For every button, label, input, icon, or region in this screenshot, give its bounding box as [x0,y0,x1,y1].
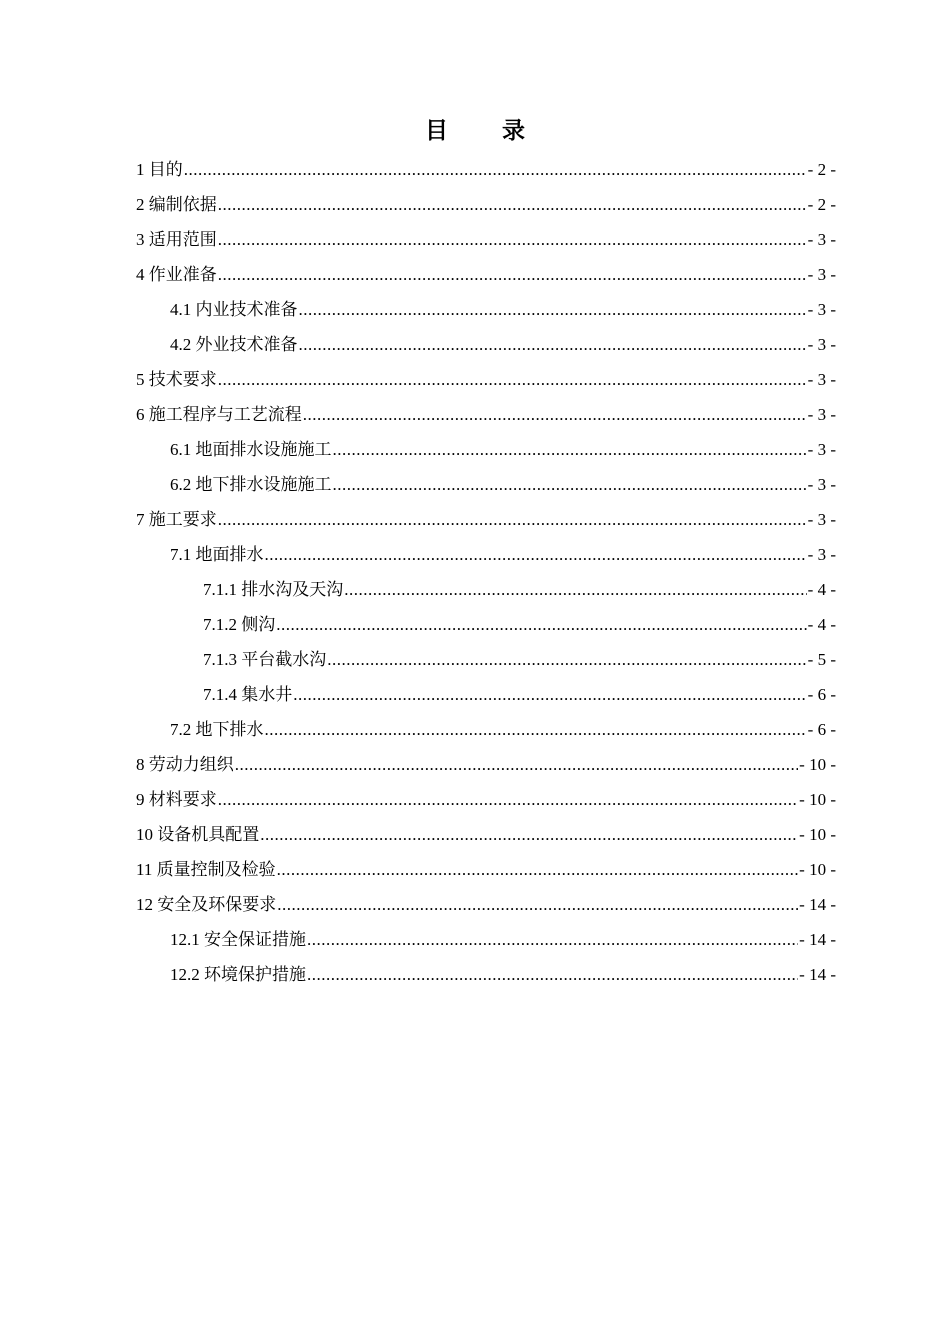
toc-entry-label: 12.1 安全保证措施 [170,930,306,949]
toc-title [0,112,950,145]
toc-entry[interactable] [136,502,836,537]
toc-entry-page: - 4 - [807,580,836,599]
toc-entry-page: - 3 - [807,230,836,249]
toc-dot-leader [307,922,798,957]
toc-title-char: 录 [502,118,525,143]
toc-entry-page: - 2 - [807,160,836,179]
toc-entry-label: 7.1.3 平台截水沟 [203,650,327,669]
toc-dot-leader [327,642,806,677]
toc-entry[interactable] [136,222,836,257]
toc-entry-page: - 10 - [799,790,836,809]
toc-entry[interactable] [136,817,836,852]
toc-entry-page: - 3 - [807,440,836,459]
toc-dot-leader [277,852,799,887]
toc-entry[interactable] [136,362,836,397]
toc-entry[interactable] [136,747,836,782]
toc-entry-label: 9 材料要求 [136,790,217,809]
toc-dot-leader [293,677,806,712]
toc-entry-label: 7.2 地下排水 [170,720,264,739]
toc-entry-page: - 4 - [807,615,836,634]
toc-dot-leader [333,467,807,502]
toc-dot-leader [218,222,807,257]
toc-entry[interactable] [136,152,836,187]
toc-entry-page: - 3 - [807,370,836,389]
toc-entry[interactable] [136,922,836,957]
toc-entry[interactable] [136,327,836,362]
toc-entry-label: 7.1.2 侧沟 [203,615,276,634]
toc-entry-page: - 3 - [807,510,836,529]
toc-entry[interactable] [136,782,836,817]
toc-dot-leader [265,537,807,572]
toc-entry[interactable] [136,887,836,922]
toc-entry-page: - 14 - [799,930,836,949]
toc-entry-page: - 5 - [807,650,836,669]
toc-entry-label: 7.1.4 集水井 [203,685,293,704]
toc-entry[interactable] [136,957,836,992]
toc-entry-label: 2 编制依据 [136,195,217,214]
toc-dot-leader [218,782,798,817]
toc-dot-leader [218,502,807,537]
toc-dot-leader [299,327,807,362]
toc-dot-leader [235,747,798,782]
toc-dot-leader [276,607,806,642]
toc-entry[interactable] [136,257,836,292]
toc-entry[interactable] [136,397,836,432]
toc-entry-label: 4.2 外业技术准备 [170,335,298,354]
toc-entry[interactable] [136,712,836,747]
toc-entry[interactable] [136,432,836,467]
toc-entry-page: - 10 - [799,825,836,844]
toc-dot-leader [218,257,807,292]
toc-entry-page: - 3 - [807,405,836,424]
toc-entry-label: 1 目的 [136,160,183,179]
toc-entry-label: 11 质量控制及检验 [136,860,276,879]
toc-entry-page: - 3 - [807,475,836,494]
toc-entry-page: - 3 - [807,300,836,319]
toc-entry[interactable] [136,642,836,677]
toc-list [136,152,836,992]
toc-entry-page: - 3 - [807,545,836,564]
toc-entry-label: 5 技术要求 [136,370,217,389]
toc-entry[interactable] [136,292,836,327]
toc-entry-label: 7.1.1 排水沟及天沟 [203,580,344,599]
toc-entry[interactable] [136,537,836,572]
toc-dot-leader [260,817,798,852]
toc-entry-label: 6.1 地面排水设施施工 [170,440,332,459]
toc-entry-label: 12.2 环境保护措施 [170,965,306,984]
toc-entry-label: 10 设备机具配置 [136,825,260,844]
toc-entry[interactable] [136,677,836,712]
toc-entry-label: 3 适用范围 [136,230,217,249]
toc-entry[interactable] [136,572,836,607]
toc-dot-leader [218,187,807,222]
toc-entry[interactable] [136,187,836,222]
toc-entry-page: - 14 - [799,965,836,984]
toc-dot-leader [303,397,807,432]
toc-entry-page: - 6 - [807,685,836,704]
toc-title-char: 目 [425,118,448,143]
toc-dot-leader [344,572,806,607]
toc-entry-page: - 14 - [799,895,836,914]
toc-entry-label: 7 施工要求 [136,510,217,529]
toc-entry-label: 12 安全及环保要求 [136,895,277,914]
toc-entry-label: 4.1 内业技术准备 [170,300,298,319]
toc-entry-page: - 3 - [807,265,836,284]
toc-entry-label: 8 劳动力组织 [136,755,234,774]
toc-entry-label: 4 作业准备 [136,265,217,284]
toc-dot-leader [307,957,798,992]
toc-entry-page: - 10 - [799,755,836,774]
toc-dot-leader [184,152,807,187]
toc-dot-leader [265,712,807,747]
toc-entry[interactable] [136,467,836,502]
toc-entry-page: - 2 - [807,195,836,214]
toc-entry-label: 7.1 地面排水 [170,545,264,564]
toc-dot-leader [218,362,807,397]
toc-entry[interactable] [136,852,836,887]
toc-entry-page: - 10 - [799,860,836,879]
toc-entry[interactable] [136,607,836,642]
toc-entry-label: 6 施工程序与工艺流程 [136,405,302,424]
toc-entry-label: 6.2 地下排水设施施工 [170,475,332,494]
toc-entry-page: - 3 - [807,335,836,354]
toc-dot-leader [333,432,807,467]
toc-dot-leader [277,887,798,922]
toc-entry-page: - 6 - [807,720,836,739]
toc-dot-leader [299,292,807,327]
